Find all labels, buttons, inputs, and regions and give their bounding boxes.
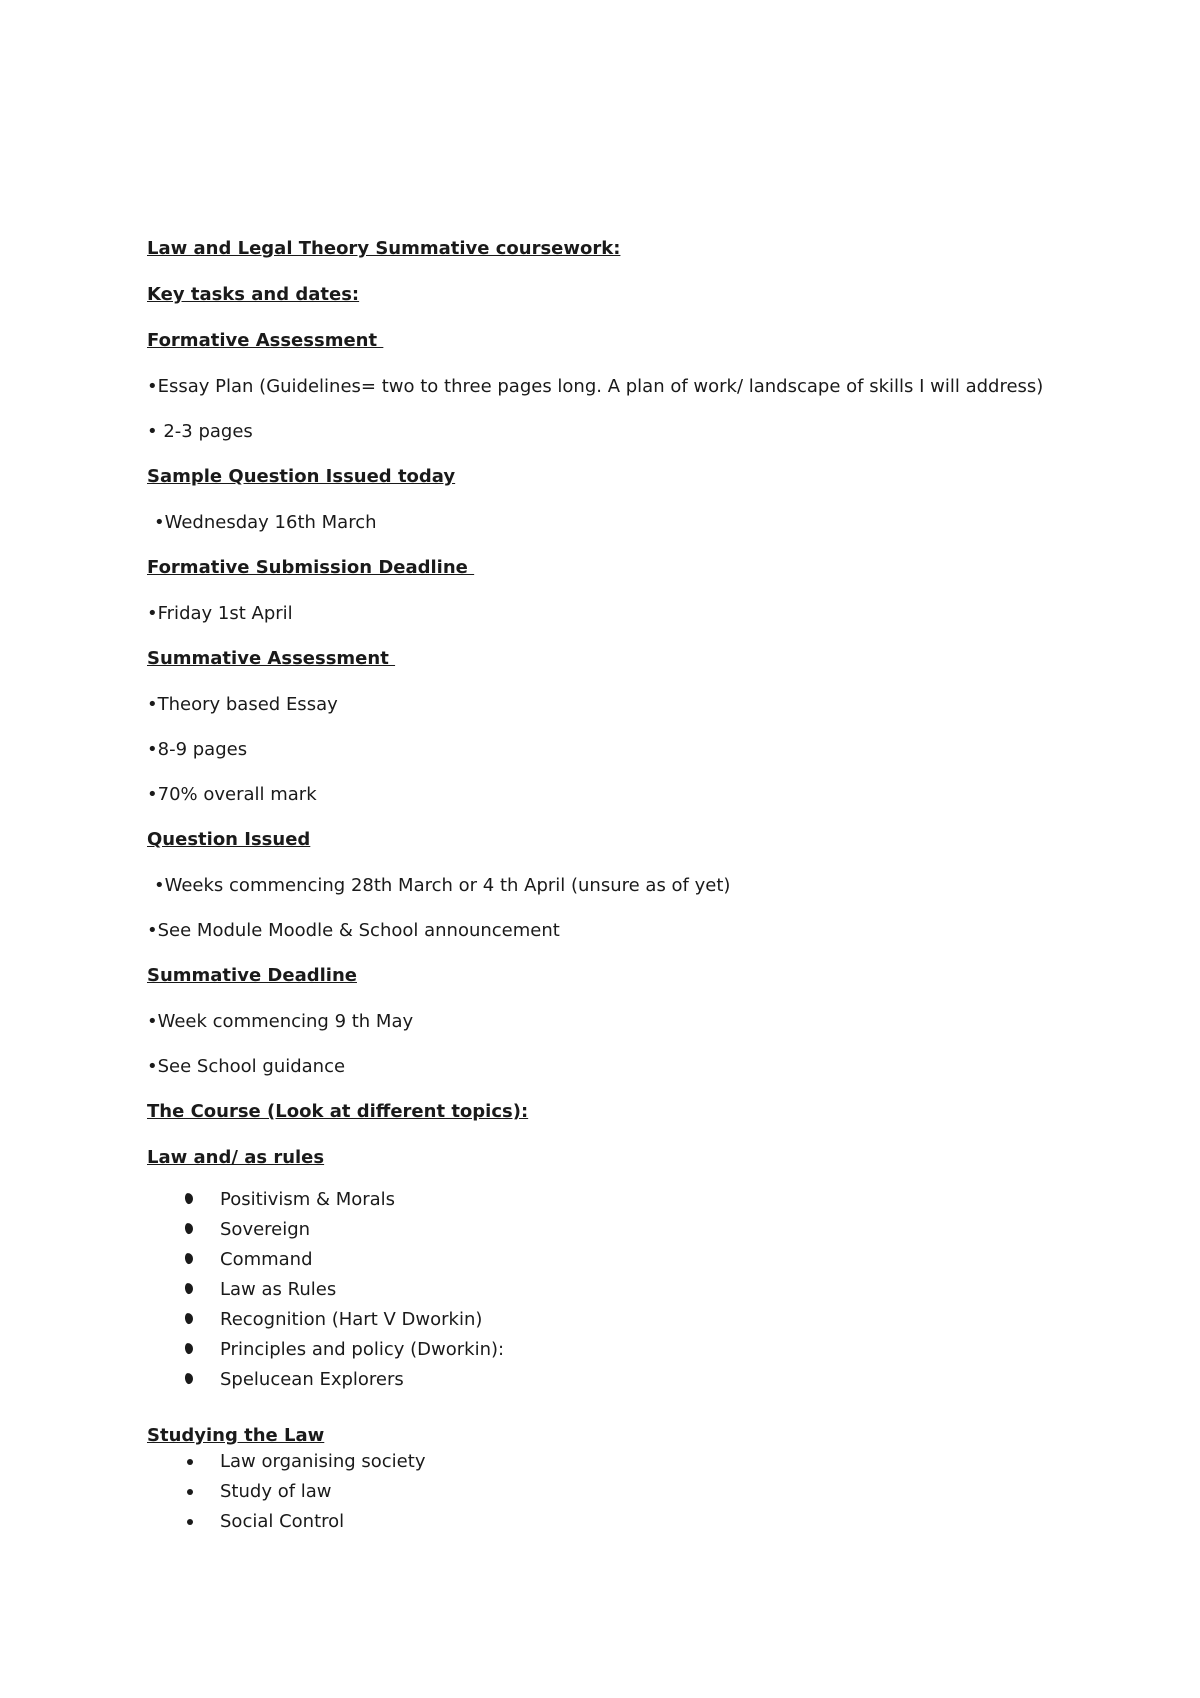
document-body xyxy=(147,238,1107,1541)
list-item xyxy=(147,1451,1107,1481)
bullet-icon xyxy=(184,1372,193,1384)
studying-law-heading: Studying the Law xyxy=(147,1425,325,1446)
bullet-icon xyxy=(187,1519,193,1525)
summative-deadline-heading: Summative Deadline xyxy=(147,965,357,986)
list-item xyxy=(147,1189,1107,1219)
list-item xyxy=(147,1279,1107,1309)
list-item-label: Law organising society xyxy=(220,1451,426,1472)
list-item-label: Command xyxy=(220,1249,313,1270)
bullet-icon xyxy=(184,1312,193,1324)
list-item-label: Sovereign xyxy=(220,1219,311,1240)
question-issued-heading: Question Issued xyxy=(147,829,311,850)
question-issued-moodle: •See Module Moodle & School announcement xyxy=(147,920,560,941)
list-item-label: Law as Rules xyxy=(220,1279,337,1300)
summative-item-essay: •Theory based Essay xyxy=(147,694,338,715)
key-tasks-heading: Key tasks and dates: xyxy=(147,284,360,305)
summative-assessment-heading: Summative Assessment xyxy=(147,648,396,669)
bullet-icon xyxy=(184,1342,193,1354)
list-item xyxy=(147,1369,1107,1399)
list-item-label: Study of law xyxy=(220,1481,332,1502)
list-item xyxy=(147,1511,1107,1541)
bullet-icon xyxy=(184,1252,193,1264)
list-item-label: Spelucean Explorers xyxy=(220,1369,404,1390)
bullet-icon xyxy=(187,1489,193,1495)
bullet-icon xyxy=(187,1459,193,1465)
formative-item-pages: • 2-3 pages xyxy=(147,421,253,442)
list-item xyxy=(147,1339,1107,1369)
sample-question-heading: Sample Question Issued today xyxy=(147,466,456,487)
bullet-icon xyxy=(184,1282,193,1294)
formative-deadline-date: •Friday 1st April xyxy=(147,603,293,624)
studying-law-list xyxy=(147,1451,1107,1541)
formative-assessment-heading: Formative Assessment xyxy=(147,330,384,351)
formative-item-essay-plan: •Essay Plan (Guidelines= two to three pages long. A plan of work/ landscape of skills I will address) xyxy=(147,376,1044,397)
list-item-label: Positivism & Morals xyxy=(220,1189,396,1210)
list-item xyxy=(147,1219,1107,1249)
list-item-label: Recognition (Hart V Dworkin) xyxy=(220,1309,483,1330)
document-title: Law and Legal Theory Summative coursework: xyxy=(147,238,621,259)
question-issued-weeks: •Weeks commencing 28th March or 4 th April (unsure as of yet) xyxy=(154,875,731,896)
formative-deadline-heading: Formative Submission Deadline xyxy=(147,557,475,578)
list-item xyxy=(147,1481,1107,1511)
law-as-rules-list xyxy=(147,1189,1107,1399)
summative-item-pages: •8-9 pages xyxy=(147,739,248,760)
list-item-label: Social Control xyxy=(220,1511,345,1532)
list-item xyxy=(147,1309,1107,1339)
studying-law-section xyxy=(147,1425,1107,1541)
bullet-icon xyxy=(184,1222,193,1234)
sample-question-date: •Wednesday 16th March xyxy=(154,512,377,533)
course-heading: The Course (Look at different topics): xyxy=(147,1101,529,1122)
bullet-icon xyxy=(184,1192,193,1204)
summative-deadline-week: •Week commencing 9 th May xyxy=(147,1011,414,1032)
list-item-label: Principles and policy (Dworkin): xyxy=(220,1339,505,1360)
summative-item-mark: •70% overall mark xyxy=(147,784,317,805)
summative-deadline-guidance: •See School guidance xyxy=(147,1056,346,1077)
law-as-rules-heading: Law and/ as rules xyxy=(147,1147,325,1168)
list-item xyxy=(147,1249,1107,1279)
